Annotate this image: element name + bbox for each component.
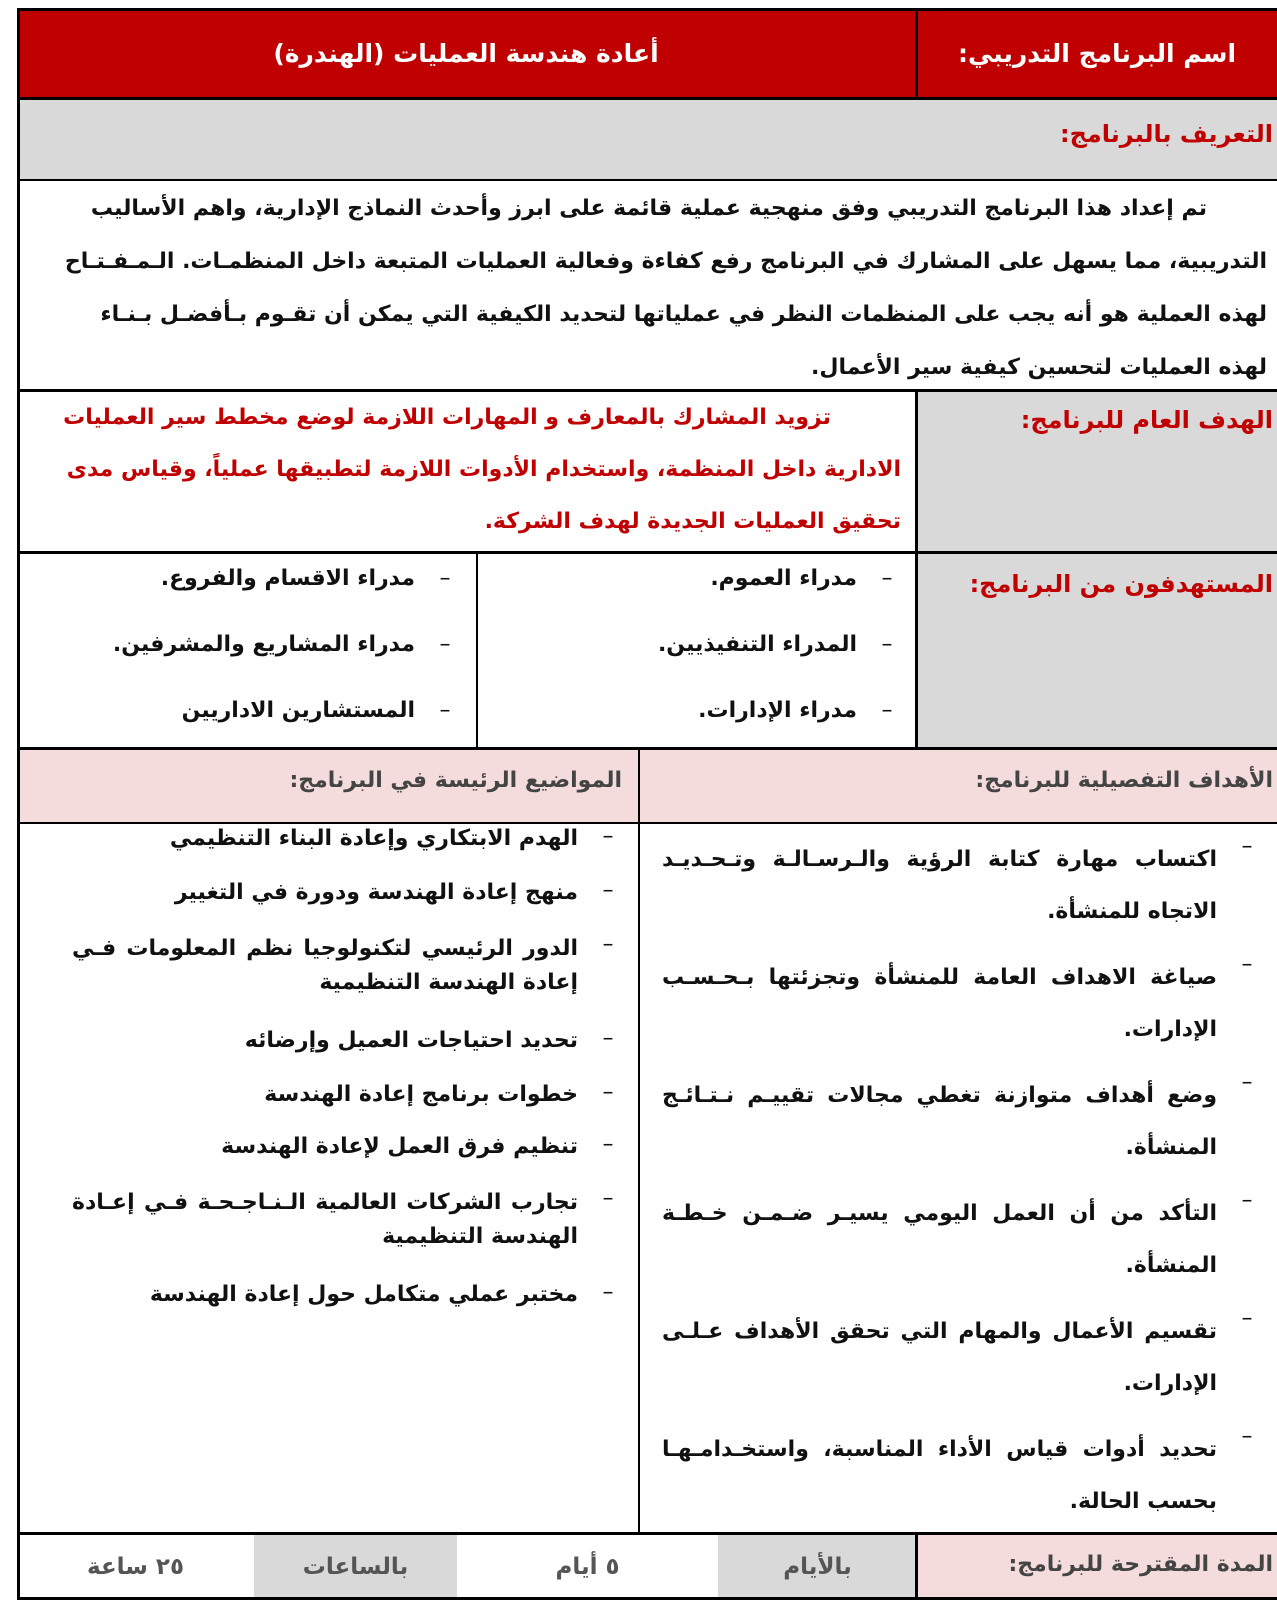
bullet-dash: –	[1241, 1424, 1253, 1449]
audience-item	[182, 698, 475, 723]
table-rule	[17, 551, 1277, 554]
topic-line: تحديد احتياجات العميل وإرضائه	[244, 1028, 578, 1053]
topic-line: الهدم الابتكاري وإعادة البناء التنظيمي	[169, 826, 578, 851]
audience-item	[658, 632, 917, 657]
detailed-goal-item	[640, 1306, 1277, 1410]
detailed-goal-line: الاتجاه للمنشأة.	[1047, 899, 1217, 924]
table-border	[17, 8, 20, 1600]
detailed-goal-line: تحديد أدوات قياس الأداء المناسبة، واستخـدامـهـا	[662, 1437, 1217, 1462]
general-goal-text	[27, 392, 901, 552]
detailed-goal-line: الإدارات.	[1123, 1371, 1217, 1396]
audience-item-text: مدراء المشاريع والمشرفين.	[112, 632, 415, 657]
audience-item-text: مدراء العموم.	[710, 566, 857, 591]
table-rule	[17, 1532, 1277, 1535]
detailed-goal-line: اكتساب مهارة كتابة الرؤية والـرسـالـة وتـحـديـد	[662, 847, 1217, 872]
topic-item	[17, 1026, 638, 1056]
audience-item-text: المدراء التنفيذيين.	[657, 632, 857, 657]
topic-line: منهج إعادة الهندسة ودورة في التغيير	[174, 880, 578, 905]
bullet-dash: –	[602, 1080, 614, 1105]
intro-label-row	[17, 98, 1277, 180]
topic-item	[17, 878, 638, 908]
detailed-goal-item	[640, 1424, 1277, 1528]
topic-item	[17, 932, 638, 1000]
bullet-dash: –	[602, 1026, 614, 1051]
general-goal-line-1: تزويد المشارك بالمعارف و المهارات اللازمة لوضع مخطط سير العمليات	[63, 405, 831, 430]
audience-item	[161, 566, 475, 591]
duration-hours-label: بالساعات	[254, 1534, 457, 1600]
audience-item-text: مدراء الإدارات.	[698, 698, 857, 723]
intro-label: التعريف بالبرنامج:	[1060, 120, 1273, 148]
detailed-goal-item	[640, 952, 1277, 1056]
bullet-dash: –	[439, 632, 451, 657]
bullet-dash: –	[439, 566, 451, 591]
topic-item	[17, 1132, 638, 1162]
table-col-rule	[915, 390, 918, 748]
detailed-goal-line: بحسب الحالة.	[1069, 1489, 1217, 1514]
bullet-dash: –	[439, 698, 451, 723]
general-goal-line-3: تحقيق العمليات الجديدة لهدف الشركة.	[484, 509, 901, 534]
topic-item	[17, 1280, 638, 1310]
general-goal-label-cell	[917, 390, 1277, 552]
table-rule	[17, 97, 1277, 100]
table-col-rule	[476, 552, 478, 748]
intro-line-4: لهذه العمليات لتحسين كيفية سير الأعمال.	[811, 355, 1267, 380]
topic-line: الهندسة التنظيمية	[382, 1224, 578, 1249]
topic-item	[17, 1080, 638, 1110]
detailed-goal-item	[640, 834, 1277, 938]
topics-header	[17, 748, 638, 822]
bullet-dash: –	[1241, 1188, 1253, 1213]
table-border	[17, 8, 1277, 11]
table-col-rule	[915, 8, 918, 98]
detailed-goal-line: الإدارات.	[1123, 1017, 1217, 1042]
general-goal-line-2: الادارية داخل المنظمة، واستخدام الأدوات اللازمة لتطبيقها عملياً، وقياس مدى	[66, 457, 901, 482]
duration-days-label: بالأيام	[718, 1534, 917, 1600]
audience-item	[710, 566, 917, 591]
general-goal-label: الهدف العام للبرنامج:	[1020, 406, 1273, 434]
detailed-goal-item	[640, 1070, 1277, 1174]
detailed-goal-item	[640, 1188, 1277, 1292]
detailed-goal-line: وضع أهداف متوازنة تغطي مجالات تقييـم نـتـائـج	[662, 1083, 1217, 1108]
audience-item	[113, 632, 475, 657]
duration-days-value: ٥ أيام	[555, 1554, 620, 1580]
audience-col-1	[477, 552, 917, 748]
audience-item-text: مدراء الاقسام والفروع.	[160, 566, 415, 591]
intro-line-3: لهذه العملية هو أنه يجب على المنظمات النظر في عملياتها لتحديد الكيفية التي يمكن أن تقـوم بـأفضـل بـنـاء	[100, 302, 1267, 327]
bullet-dash: –	[881, 566, 893, 591]
bullet-dash: –	[602, 1186, 614, 1211]
topic-item	[17, 824, 638, 854]
intro-paragraph	[27, 182, 1267, 390]
bullet-dash: –	[602, 1132, 614, 1157]
duration-label-cell	[917, 1534, 1277, 1600]
topics-list	[17, 824, 638, 1532]
intro-line-1: تم إعداد هذا البرنامج التدريبي وفق منهجية عملية قائمة على ابرز وأحدث النماذج الإدارية، واهم الأساليب	[90, 196, 1207, 221]
detailed-goals-header	[640, 748, 1277, 822]
audience-label: المستهدفون من البرنامج:	[969, 570, 1273, 598]
audience-col-2	[17, 552, 475, 748]
table-rule	[17, 747, 1277, 750]
bullet-dash: –	[602, 1280, 614, 1305]
bullet-dash: –	[881, 698, 893, 723]
topic-line: تجارب الشركات العالمية الـنـاجـحـة فـي إعـادة	[72, 1190, 578, 1215]
table-rule	[17, 179, 1277, 181]
audience-item-text: المستشارين الاداريين	[181, 698, 415, 723]
bullet-dash: –	[602, 824, 614, 849]
bullet-dash: –	[1241, 952, 1253, 977]
topic-line: خطوات برنامج إعادة الهندسة	[264, 1082, 578, 1107]
detailed-goal-line: تقسيم الأعمال والمهام التي تحقق الأهداف عـلـى	[662, 1319, 1217, 1344]
detailed-goals-list	[640, 824, 1277, 1532]
bullet-dash: –	[1241, 834, 1253, 859]
detailed-goals-label: الأهداف التفصيلية للبرنامج:	[975, 768, 1273, 793]
topic-line: إعادة الهندسة التنظيمية	[319, 970, 578, 995]
topic-line: مختبر عملي متكامل حول إعادة الهندسة	[149, 1282, 578, 1307]
duration-hours-value: ٢٥ ساعة	[87, 1554, 184, 1580]
duration-label: المدة المقترحة للبرنامج:	[1008, 1552, 1273, 1577]
audience-item	[698, 698, 917, 723]
bullet-dash: –	[1241, 1306, 1253, 1331]
audience-label-cell	[917, 552, 1277, 748]
program-name-label: اسم البرنامج التدريبي:	[917, 8, 1277, 98]
table-col-rule	[915, 1534, 918, 1598]
topic-line: الدور الرئيسي لتكنولوجيا نظم المعلومات فـي	[72, 936, 578, 961]
intro-line-2: التدريبية، مما يسهل على المشارك في البرنامج رفع كفاءة وفعالية العمليات المتبعة داخل المنظمـات. الـمـفـتـاح	[64, 249, 1267, 274]
table-rule	[17, 389, 1277, 392]
bullet-dash: –	[602, 878, 614, 903]
detailed-goal-line: صياغة الاهداف العامة للمنشأة وتجزئتها بـحـسـب	[662, 965, 1217, 990]
bullet-dash: –	[1241, 1070, 1253, 1095]
bullet-dash: –	[881, 632, 893, 657]
detailed-goal-line: المنشأة.	[1125, 1135, 1217, 1160]
topic-item	[17, 1186, 638, 1254]
topic-line: تنظيم فرق العمل لإعادة الهندسة	[221, 1134, 578, 1159]
detailed-goal-line: المنشأة.	[1125, 1253, 1217, 1278]
table-col-rule	[638, 748, 640, 1534]
topics-label: المواضيع الرئيسة في البرنامج:	[289, 768, 622, 793]
detailed-goal-line: التأكد من أن العمل اليومي يسيـر ضـمـن خـطـة	[662, 1201, 1217, 1226]
table-rule	[17, 822, 1277, 824]
bullet-dash: –	[602, 932, 614, 957]
program-name-value: أعادة هندسة العمليات (الهندرة)	[17, 8, 915, 98]
